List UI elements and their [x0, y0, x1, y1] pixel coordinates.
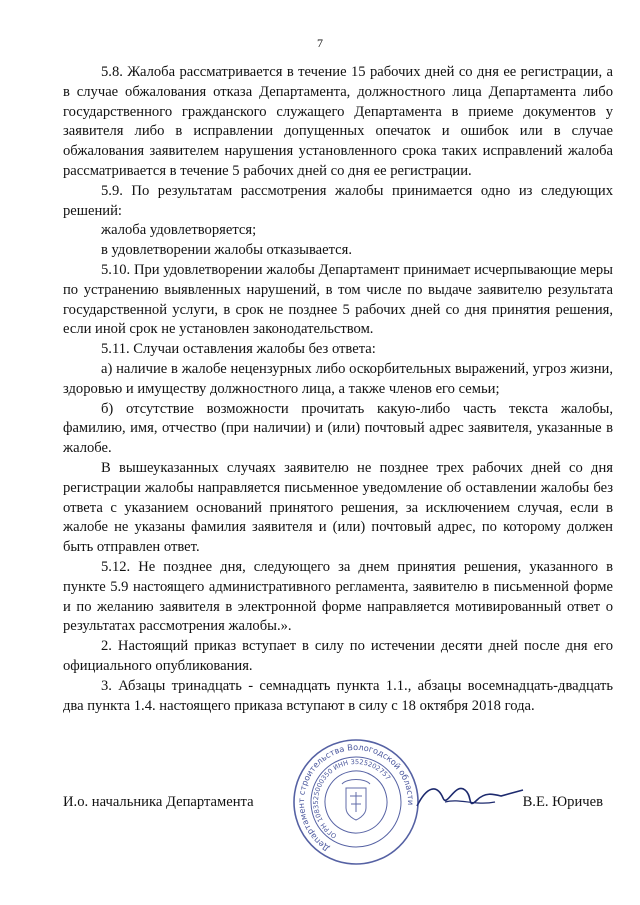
paragraph-5-11-a: а) наличие в жалобе нецензурных либо оскорбительных выражений, угроз жизни, здоровью и имуществу должностного лица, а также членов его семьи;	[63, 360, 613, 397]
coat-of-arms-icon	[342, 780, 370, 821]
svg-text:ОГРН 1083525000350 ИНН 3525202: ОГРН 1083525000350 ИНН 3525202757	[311, 757, 393, 840]
paragraph-5-8: 5.8. Жалоба рассматривается в течение 15 рабочих дней со дня ее регистрации, а в случае обжалования отказа Департамента, должностного лица Департамента либо государственного гражданского служащего Департамента в приеме документов у заявителя либо в исправлении допущенных опечаток и ошибок или в случае обжалования заявителем нарушения установленного срока таких исправлений жалоба рассматривается в течение 5 рабочих дней со дня ее регистрации.	[63, 64, 613, 179]
paragraph-5-11: 5.11. Случаи оставления жалобы без ответа:	[101, 341, 376, 358]
paragraph-2: 2. Настоящий приказ вступает в силу по истечении десяти дней после дня его официального опубликования.	[63, 638, 613, 674]
paragraph-notification: В вышеуказанных случаях заявителю не позднее трех рабочих дней со дня регистрации жалобы направляется письменное уведомление об оставлении жалобы без ответа с указанием оснований принятого решения, за исключением случая, если в жалобе не указаны фамилия заявителя и (или) почтовый адрес, по которому должен быть отправлен ответ.	[63, 459, 613, 556]
official-stamp	[292, 738, 420, 866]
decision-option-satisfied: жалоба удовлетворяется;	[101, 222, 257, 239]
paragraph-5-10: 5.10. При удовлетворении жалобы Департамент принимает исчерпывающие меры по устранению выявленных нарушений, в том числе по выдаче заявителю результата государственной услуги, в срок не позднее 5 рабочих дней со дня принятия решения, если иной срок не установлен законодательством.	[63, 261, 613, 338]
signatory-name: В.Е. Юричев	[522, 794, 603, 810]
page-number: 7	[317, 36, 323, 50]
paragraph-5-12: 5.12. Не позднее дня, следующего за днем принятия решения, указанного в пункте 5.9 настоящего административного регламента, заявителю в письменной форме и по желанию заявителя в электронной форме направляется мотивированный ответ о результатах рассмотрения жалобы.».	[63, 558, 613, 635]
paragraph-5-9: 5.9. По результатам рассмотрения жалобы принимается одно из следующих решений:	[63, 182, 613, 219]
handwritten-signature	[415, 776, 525, 816]
paragraph-5-11-b: б) отсутствие возможности прочитать какую-либо часть текста жалобы, фамилию, имя, отчество (при наличии) и (или) почтовый адрес заявителя, указанные в жалобе.	[63, 400, 613, 457]
decision-option-refused: в удовлетворении жалобы отказывается.	[101, 242, 353, 259]
svg-text:Департамент строительства Воло: Департамент строительства Вологодской области	[295, 741, 417, 854]
paragraph-3: 3. Абзацы тринадцать - семнадцать пункта 1.1., абзацы восемнадцать-двадцать два пункта 1.4. настоящего приказа вступают в силу с 18 октября 2018 года.	[63, 677, 613, 714]
document-body	[63, 63, 613, 716]
signatory-title: И.о. начальника Департамента	[63, 794, 254, 810]
